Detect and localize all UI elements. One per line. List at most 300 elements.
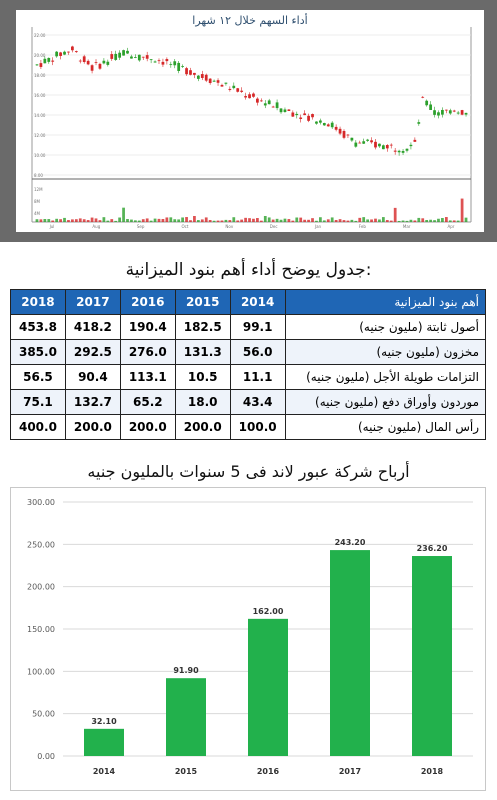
candle-body [138,55,141,61]
volume-bar [331,217,334,222]
candle-body [398,151,401,152]
table-cell: 131.3 [175,340,230,365]
volume-bar [248,218,251,222]
balance-sheet-table [10,289,486,440]
y-tick-label: 200.00 [27,582,55,592]
volume-bar [280,220,283,222]
volume-bar [47,219,50,222]
volume-bar [398,221,401,222]
volume-bar [87,220,90,222]
volume-bar [43,219,46,222]
candle-body [410,145,413,146]
candle-body [150,59,153,60]
volume-bar [386,220,389,222]
volume-bar [366,219,369,222]
volume-bar [158,219,161,222]
candle-body [252,94,255,97]
candle-body [71,47,74,51]
table-cell: 18.0 [175,390,230,415]
volume-bar [91,218,94,222]
candle-body [63,52,66,55]
y-tick-label: 300.00 [27,498,55,507]
bar [412,556,452,756]
x-tick-label: Aug [92,224,101,229]
table-cell: 56.5 [11,365,66,390]
volume-bar [240,220,243,222]
candle-body [118,53,121,58]
year-header: 2014 [230,290,285,315]
candle-body [406,149,409,151]
candle-body [126,51,129,54]
candle-body [311,114,314,117]
volume-bar [256,218,259,222]
candle-body [319,121,322,123]
volume-bar [437,219,440,222]
volume-bar [150,221,153,222]
data-label: 243.20 [334,538,366,548]
candle-body [299,118,302,119]
candle-body [370,140,373,142]
volume-bar [311,218,314,222]
volume-bar [394,208,397,222]
volume-bar [260,221,263,222]
volume-bar [106,221,109,222]
candle-body [343,131,346,138]
volume-bar [95,218,98,222]
volume-bar [354,221,357,222]
volume-bar [126,219,129,222]
y-tick-label: 16.00 [34,93,46,98]
candle-body [382,145,385,149]
candle-body [276,102,279,108]
x-tick-label: 2017 [338,767,362,776]
volume-bar [268,217,271,222]
table-title: جدول يوضح أداء أهم بنود الميزانية: [125,260,372,280]
volume-bar [335,220,338,222]
x-tick-label: Feb [358,224,366,229]
data-label: 236.20 [416,544,448,554]
candle-body [228,89,231,90]
table-cell: 292.5 [65,340,120,365]
candle-body [433,110,436,115]
volume-bar [146,218,149,222]
candle-body [288,109,291,111]
candle-body [67,52,70,53]
table-cell: 43.4 [230,390,285,415]
volume-bar [425,220,428,222]
volume-bar [461,199,464,222]
volume-bar [51,221,54,222]
candle-body [43,59,46,63]
volume-bar [244,218,247,222]
candle-body [248,94,251,98]
y-tick-label: 22.00 [34,33,46,38]
volume-bar [67,220,70,222]
candle-body [374,142,377,148]
volume-bar [134,220,137,222]
candle-body [413,140,416,142]
volume-tick-label: 12M [34,187,43,192]
candle-body [185,68,188,74]
table-cell: 132.7 [65,390,120,415]
volume-bar [303,220,306,222]
volume-bar [378,219,381,222]
candle-body [36,64,39,65]
candle-body [217,80,220,83]
candle-body [453,111,456,112]
candle-body [244,96,247,97]
year-header: 2017 [65,290,120,315]
candle-body [268,100,271,104]
candle-body [205,75,208,81]
volume-bar [382,217,385,222]
x-tick-label: Sep [136,224,145,229]
volume-bar [213,221,216,222]
candle-body [110,54,113,59]
y-tick-label: 0.00 [37,752,55,761]
candle-body [106,62,109,65]
volume-bar [181,217,184,222]
volume-bar [99,220,102,222]
candle-body [303,113,306,115]
bar [248,619,288,756]
candle-body [378,144,381,147]
candle-body [201,74,204,78]
candle-body [213,81,216,82]
volume-bar [83,219,86,222]
volume-bar [138,221,141,222]
table-cell: 10.5 [175,365,230,390]
year-header: 2015 [175,290,230,315]
year-header: 2018 [11,290,66,315]
volume-bar [358,218,361,222]
bar [166,678,206,756]
volume-bar [118,218,121,222]
bar [84,729,124,756]
row-label: موردون وأوراق دفع (مليون جنيه) [285,390,485,415]
y-tick-label: 10.00 [34,153,46,158]
volume-bar [429,220,432,222]
volume-bar [291,221,294,222]
volume-bar [71,219,74,222]
volume-bar [327,219,330,222]
candle-body [358,143,361,144]
data-label: 162.00 [252,606,284,616]
candle-body [225,83,228,84]
volume-bar [457,221,460,222]
candle-body [307,116,310,121]
table-cell: 276.0 [120,340,175,365]
volume-bar [205,217,208,222]
data-label: 91.90 [173,666,199,676]
table-header-row [11,290,486,315]
volume-bar [189,220,192,222]
x-tick-label: Jul [49,224,55,229]
volume-bar [154,219,157,222]
candle-body [221,85,224,87]
table-row [11,415,486,440]
volume-bar [103,217,106,222]
candle-body [165,59,168,61]
volume-bar [173,219,176,222]
candle-body [315,122,318,124]
table-cell: 100.0 [230,415,285,440]
candle-body [51,61,54,62]
table-cell: 182.5 [175,315,230,340]
volume-tick-label: 4M [34,211,40,216]
volume-bar [228,220,231,222]
candle-body [146,55,149,59]
x-tick-label: Apr [447,224,455,229]
table-row [11,315,486,340]
candle-body [465,113,468,115]
volume-tick-label: 8M [34,199,40,204]
table-cell: 200.0 [65,415,120,440]
volume-bar [221,220,224,222]
candle-body [335,127,338,130]
candle-body [122,50,125,55]
candle-body [130,56,133,58]
volume-bar [374,219,377,222]
table-cell: 56.0 [230,340,285,365]
x-tick-label: Oct [181,224,189,229]
volume-bar [441,218,444,222]
row-label: مخزون (مليون جنيه) [285,340,485,365]
candle-body [142,57,145,58]
candle-body [193,73,196,75]
candle-body [429,104,432,109]
volume-bar [417,218,420,222]
volume-bar [252,219,255,222]
candle-body [83,56,86,62]
y-tick-label: 50.00 [32,709,55,719]
y-tick-label: 20.00 [34,53,46,58]
volume-bar [217,221,220,222]
candle-body [437,112,440,115]
candle-body [47,58,50,62]
candle-body [240,91,243,92]
y-tick-label: 18.00 [34,73,46,78]
table-cell: 190.4 [120,315,175,340]
volume-bar [130,220,133,222]
volume-bar [142,219,145,222]
x-tick-label: 2014 [92,767,116,776]
candle-body [350,138,353,141]
table-cell: 75.1 [11,390,66,415]
candle-body [236,88,239,92]
candle-body [173,61,176,65]
volume-bar [197,220,200,222]
table-cell: 200.0 [175,415,230,440]
candle-body [264,103,267,105]
candle-body [449,110,452,113]
candle-body [75,51,78,52]
candle-body [154,61,157,62]
volume-bar [370,219,373,222]
candle-body [457,113,460,114]
candle-body [327,124,330,126]
candle-body [189,70,192,75]
candle-body [79,61,82,62]
volume-bar [433,220,436,222]
x-tick-label: 2015 [174,767,198,776]
candle-body [295,114,298,115]
volume-bar [299,218,302,222]
volume-bar [319,217,322,222]
candle-body [99,64,102,69]
candle-body [417,122,420,124]
candle-body [386,145,389,148]
table-row [11,340,486,365]
candle-body [425,101,428,106]
volume-bar [162,219,165,222]
candle-body [291,112,294,116]
candle-body [134,57,137,58]
profit-chart-title: أرباح شركة عبور لاند فى 5 سنوات بالمليون جنيه [87,462,410,481]
candle-body [95,62,98,63]
y-tick-label: 250.00 [27,540,55,550]
candle-body [260,100,263,101]
candle-body [402,151,405,153]
candle-body [59,52,62,56]
table-cell: 113.1 [120,365,175,390]
table-cell: 90.4 [65,365,120,390]
volume-bar [362,217,365,222]
volume-bar [209,220,212,222]
volume-bar [236,220,239,222]
candle-body [91,65,94,71]
candle-body [87,61,90,64]
candle-body [441,110,444,115]
volume-bar [339,219,342,222]
candle-body [162,62,165,65]
candle-body [390,145,393,146]
table-row [11,390,486,415]
candle-body [272,107,275,108]
x-tick-label: 2018 [420,767,444,776]
x-tick-label: Dec [269,224,278,229]
volume-bar [307,220,310,222]
volume-bar [79,218,82,222]
candle-body [280,109,283,113]
y-tick-label: 14.00 [34,113,46,118]
table-cell: 11.1 [230,365,285,390]
candle-body [366,140,369,141]
item-header: أهم بنود الميزانية [285,290,485,315]
row-label: أصول ثابتة (مليون جنيه) [285,315,485,340]
volume-bar [232,217,235,222]
candle-body [114,54,117,60]
volume-bar [59,219,62,222]
volume-bar [177,219,180,222]
data-label: 32.10 [91,716,117,726]
volume-bar [410,220,413,222]
volume-bar [406,221,409,222]
candle-body [40,63,43,67]
volume-bar [63,218,66,222]
volume-bar [390,221,393,222]
volume-bar [276,219,279,222]
candle-body [197,76,200,79]
candle-body [339,129,342,134]
table-cell: 400.0 [11,415,66,440]
volume-bar [225,220,228,222]
candle-body [347,135,350,136]
candle-body [394,151,397,152]
volume-bar [465,218,468,222]
volume-bar [40,219,43,222]
candle-body [55,52,58,57]
candle-body [331,123,334,128]
volume-bar [315,221,318,222]
volume-bar [449,220,452,222]
candle-body [323,123,326,125]
year-header: 2016 [120,290,175,315]
table-cell: 65.2 [120,390,175,415]
volume-bar [347,221,350,222]
candle-body [169,64,172,65]
volume-bar [264,216,267,222]
y-tick-label: 12.00 [34,133,46,138]
candle-body [158,60,161,61]
y-tick-label: 150.00 [27,625,55,634]
candle-body [232,86,235,88]
volume-bar [343,220,346,222]
volume-bar [122,208,125,222]
candle-body [362,141,365,143]
candle-body [177,63,180,71]
stock-chart [16,10,484,232]
candle-body [354,143,357,147]
volume-bar [323,220,326,222]
volume-bar [272,220,275,222]
candle-body [256,99,259,103]
volume-bar [185,217,188,222]
table-cell: 200.0 [120,415,175,440]
volume-bar [288,219,291,222]
row-label: التزامات طويلة الأجل (مليون جنيه) [285,365,485,390]
candle-body [445,110,448,111]
x-tick-label: Mar [402,224,411,229]
table-cell: 99.1 [230,315,285,340]
volume-bar [110,219,113,222]
table-cell: 453.8 [11,315,66,340]
profit-chart-canvas [11,488,485,790]
volume-bar [55,219,58,222]
candle-body [421,97,424,98]
table-cell: 385.0 [11,340,66,365]
volume-bar [114,221,117,222]
x-tick-label: Nov [225,224,234,229]
volume-bar [75,219,78,222]
volume-bar [350,220,353,222]
volume-bar [421,218,424,222]
volume-bar [453,220,456,222]
stock-chart-title: أداء السهم خلال ١٢ شهرا [192,14,308,27]
volume-bar [165,217,168,222]
y-tick-label: 100.00 [27,667,55,677]
candle-body [209,79,212,83]
x-tick-label: 2016 [256,767,280,776]
volume-bar [445,217,448,222]
volume-bar [413,220,416,222]
profit-chart [10,487,486,791]
volume-bar [169,217,172,222]
table-cell: 418.2 [65,315,120,340]
stock-chart-canvas [16,10,484,232]
candle-body [461,110,464,115]
bar [330,550,370,756]
